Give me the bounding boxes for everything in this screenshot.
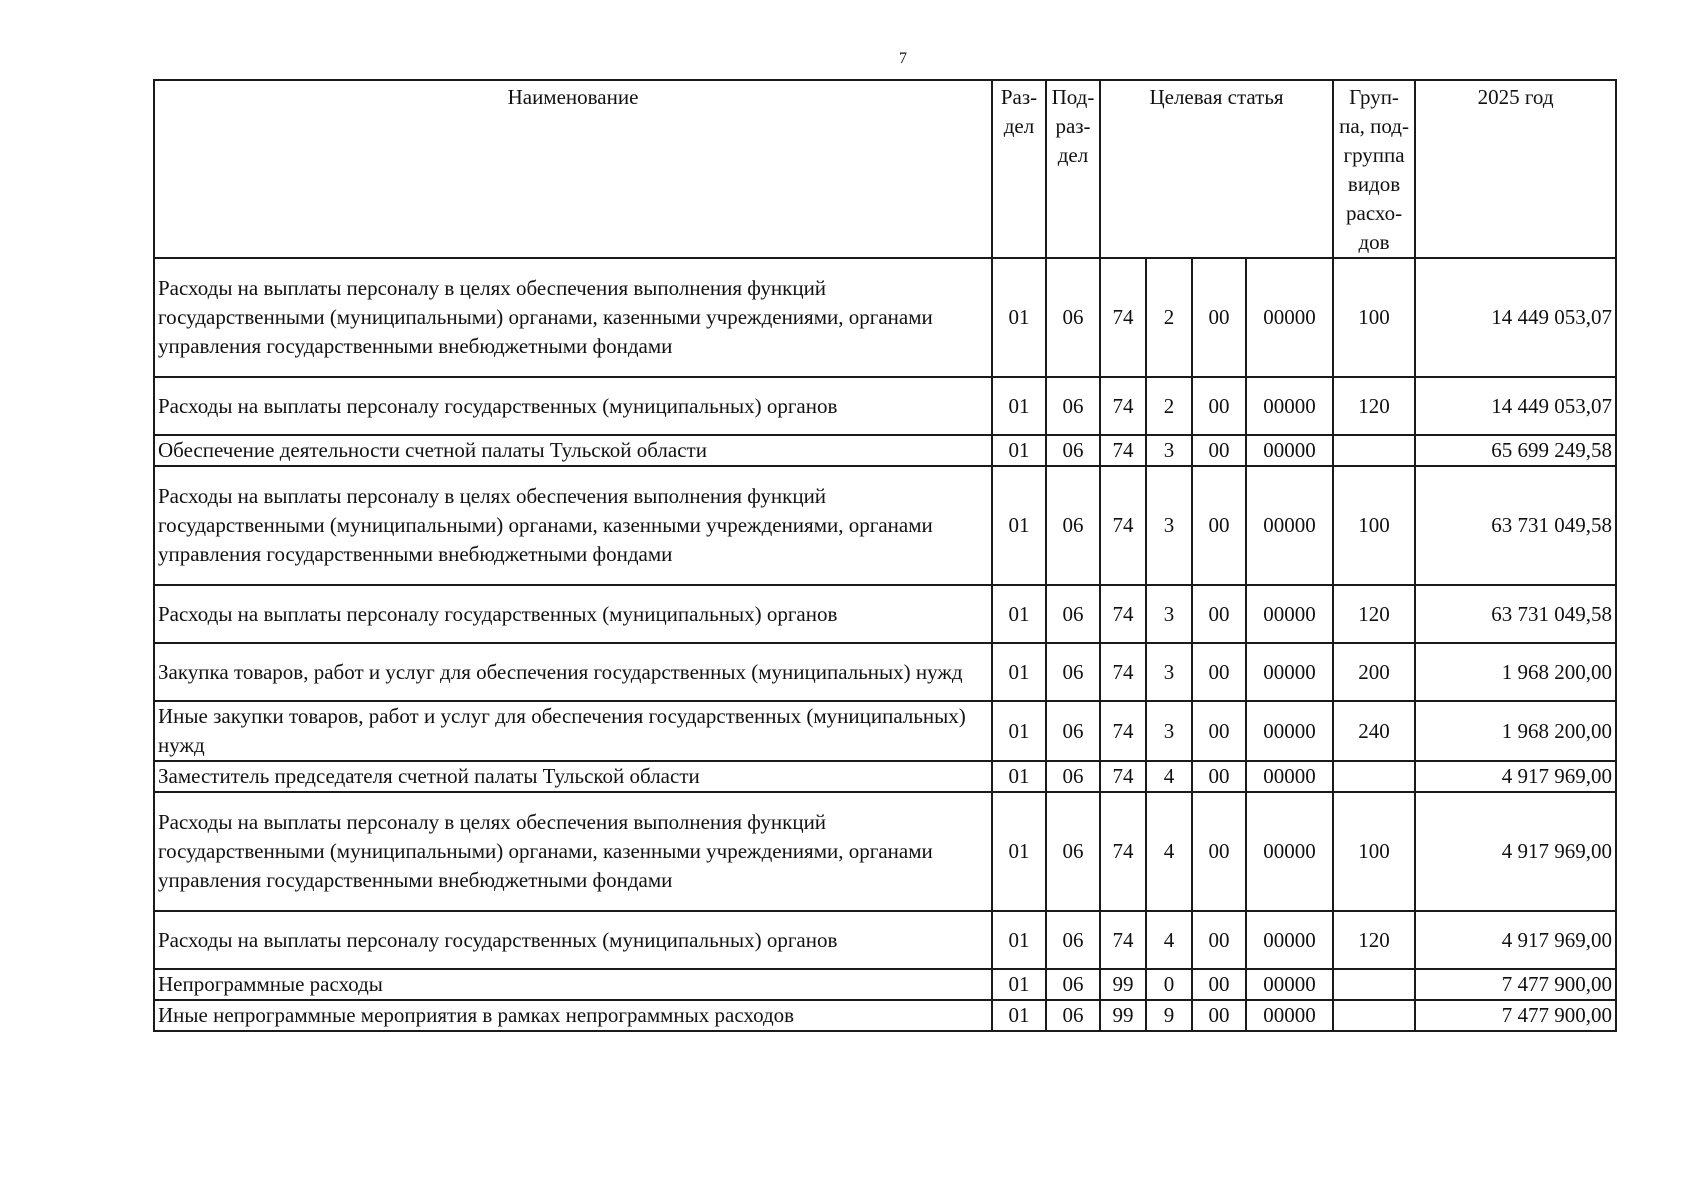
row-target-subprogram: 9 (1146, 1000, 1192, 1031)
row-section: 01 (992, 761, 1046, 792)
header-subsection: Под- раз- дел (1046, 80, 1100, 258)
row-target-code: 00000 (1246, 761, 1333, 792)
row-name: Обеспечение деятельности счетной палаты Тульской области (154, 435, 992, 466)
row-expense-group: 120 (1333, 377, 1415, 435)
row-subsection: 06 (1046, 585, 1100, 643)
row-name: Расходы на выплаты персоналу государственных (муниципальных) органов (154, 911, 992, 969)
table-row (154, 643, 1616, 701)
row-target-program: 74 (1100, 466, 1146, 585)
row-target-subprogram: 4 (1146, 761, 1192, 792)
table-row (154, 911, 1616, 969)
row-subsection: 06 (1046, 466, 1100, 585)
row-target-program: 99 (1100, 969, 1146, 1000)
row-subsection: 06 (1046, 911, 1100, 969)
row-name: Расходы на выплаты персоналу государственных (муниципальных) органов (154, 585, 992, 643)
row-section: 01 (992, 435, 1046, 466)
row-name: Расходы на выплаты персоналу в целях обеспечения выполнения функций государственными (муниципальными) органами, казенными учреждениями, органами управления государственными внебюджетными фондами (154, 258, 992, 377)
row-target-subprogram: 3 (1146, 466, 1192, 585)
row-section: 01 (992, 911, 1046, 969)
row-name: Непрограммные расходы (154, 969, 992, 1000)
row-subsection: 06 (1046, 792, 1100, 911)
table-row (154, 585, 1616, 643)
row-target-code: 00000 (1246, 1000, 1333, 1031)
row-name: Иные закупки товаров, работ и услуг для обеспечения государственных (муниципальных) нужд (154, 701, 992, 761)
row-expense-group (1333, 435, 1415, 466)
header-expense-group: Груп- па, под- группа видов расхо- дов (1333, 80, 1415, 258)
row-target-code: 00000 (1246, 701, 1333, 761)
row-amount: 14 449 053,07 (1415, 258, 1616, 377)
row-target-subprogram: 3 (1146, 701, 1192, 761)
table-body (154, 258, 1616, 1031)
row-expense-group: 240 (1333, 701, 1415, 761)
table-row (154, 761, 1616, 792)
row-expense-group: 100 (1333, 792, 1415, 911)
row-target-code: 00000 (1246, 377, 1333, 435)
row-target-subprogram: 3 (1146, 585, 1192, 643)
row-section: 01 (992, 792, 1046, 911)
header-section: Раз- дел (992, 80, 1046, 258)
row-target-code: 00000 (1246, 585, 1333, 643)
row-subsection: 06 (1046, 761, 1100, 792)
row-target-subprogram: 2 (1146, 377, 1192, 435)
table-row (154, 377, 1616, 435)
row-target-direction: 00 (1192, 258, 1246, 377)
page-number: 7 (899, 50, 907, 67)
table-row (154, 435, 1616, 466)
row-amount: 7 477 900,00 (1415, 969, 1616, 1000)
row-expense-group: 120 (1333, 585, 1415, 643)
row-name: Закупка товаров, работ и услуг для обеспечения государственных (муниципальных) нужд (154, 643, 992, 701)
table-row (154, 701, 1616, 761)
row-amount: 65 699 249,58 (1415, 435, 1616, 466)
row-expense-group (1333, 1000, 1415, 1031)
row-amount: 14 449 053,07 (1415, 377, 1616, 435)
row-section: 01 (992, 258, 1046, 377)
row-target-code: 00000 (1246, 466, 1333, 585)
row-amount: 4 917 969,00 (1415, 792, 1616, 911)
row-target-subprogram: 0 (1146, 969, 1192, 1000)
row-amount: 63 731 049,58 (1415, 466, 1616, 585)
row-section: 01 (992, 1000, 1046, 1031)
row-target-code: 00000 (1246, 258, 1333, 377)
row-subsection: 06 (1046, 258, 1100, 377)
row-target-code: 00000 (1246, 969, 1333, 1000)
row-target-code: 00000 (1246, 643, 1333, 701)
row-target-subprogram: 3 (1146, 435, 1192, 466)
table-row (154, 792, 1616, 911)
row-subsection: 06 (1046, 701, 1100, 761)
row-target-program: 74 (1100, 761, 1146, 792)
row-target-subprogram: 4 (1146, 792, 1192, 911)
row-target-direction: 00 (1192, 701, 1246, 761)
row-name: Расходы на выплаты персоналу в целях обеспечения выполнения функций государственными (муниципальными) органами, казенными учреждениями, органами управления государственными внебюджетными фондами (154, 466, 992, 585)
row-name: Заместитель председателя счетной палаты Тульской области (154, 761, 992, 792)
row-target-direction: 00 (1192, 792, 1246, 911)
row-subsection: 06 (1046, 643, 1100, 701)
row-target-program: 99 (1100, 1000, 1146, 1031)
header-year: 2025 год (1415, 80, 1616, 258)
row-amount: 1 968 200,00 (1415, 643, 1616, 701)
row-target-direction: 00 (1192, 377, 1246, 435)
row-target-code: 00000 (1246, 792, 1333, 911)
budget-table (153, 79, 1617, 1032)
row-expense-group (1333, 969, 1415, 1000)
row-section: 01 (992, 643, 1046, 701)
row-target-direction: 00 (1192, 1000, 1246, 1031)
row-name: Иные непрограммные мероприятия в рамках непрограммных расходов (154, 1000, 992, 1031)
row-expense-group (1333, 761, 1415, 792)
row-subsection: 06 (1046, 435, 1100, 466)
row-section: 01 (992, 377, 1046, 435)
table-row (154, 466, 1616, 585)
row-section: 01 (992, 701, 1046, 761)
row-subsection: 06 (1046, 969, 1100, 1000)
row-target-program: 74 (1100, 435, 1146, 466)
table-header (154, 80, 1616, 258)
row-name: Расходы на выплаты персоналу в целях обеспечения выполнения функций государственными (муниципальными) органами, казенными учреждениями, органами управления государственными внебюджетными фондами (154, 792, 992, 911)
row-subsection: 06 (1046, 1000, 1100, 1031)
row-target-program: 74 (1100, 377, 1146, 435)
table-row (154, 258, 1616, 377)
header-target-article: Целевая статья (1100, 80, 1333, 258)
row-amount: 7 477 900,00 (1415, 1000, 1616, 1031)
row-name: Расходы на выплаты персоналу государственных (муниципальных) органов (154, 377, 992, 435)
row-target-direction: 00 (1192, 466, 1246, 585)
row-target-direction: 00 (1192, 585, 1246, 643)
row-target-subprogram: 4 (1146, 911, 1192, 969)
row-expense-group: 100 (1333, 466, 1415, 585)
row-target-direction: 00 (1192, 761, 1246, 792)
row-target-program: 74 (1100, 258, 1146, 377)
row-expense-group: 200 (1333, 643, 1415, 701)
row-target-subprogram: 3 (1146, 643, 1192, 701)
row-target-direction: 00 (1192, 643, 1246, 701)
row-target-code: 00000 (1246, 911, 1333, 969)
row-amount: 63 731 049,58 (1415, 585, 1616, 643)
row-target-code: 00000 (1246, 435, 1333, 466)
row-section: 01 (992, 466, 1046, 585)
row-target-direction: 00 (1192, 911, 1246, 969)
row-target-direction: 00 (1192, 969, 1246, 1000)
row-amount: 4 917 969,00 (1415, 911, 1616, 969)
row-target-program: 74 (1100, 643, 1146, 701)
row-target-program: 74 (1100, 701, 1146, 761)
row-expense-group: 120 (1333, 911, 1415, 969)
table-row (154, 1000, 1616, 1031)
row-target-program: 74 (1100, 911, 1146, 969)
row-target-program: 74 (1100, 585, 1146, 643)
row-amount: 4 917 969,00 (1415, 761, 1616, 792)
table-row (154, 969, 1616, 1000)
row-target-subprogram: 2 (1146, 258, 1192, 377)
row-subsection: 06 (1046, 377, 1100, 435)
header-name: Наименование (154, 80, 992, 258)
row-expense-group: 100 (1333, 258, 1415, 377)
row-amount: 1 968 200,00 (1415, 701, 1616, 761)
row-section: 01 (992, 585, 1046, 643)
row-section: 01 (992, 969, 1046, 1000)
row-target-program: 74 (1100, 792, 1146, 911)
row-target-direction: 00 (1192, 435, 1246, 466)
